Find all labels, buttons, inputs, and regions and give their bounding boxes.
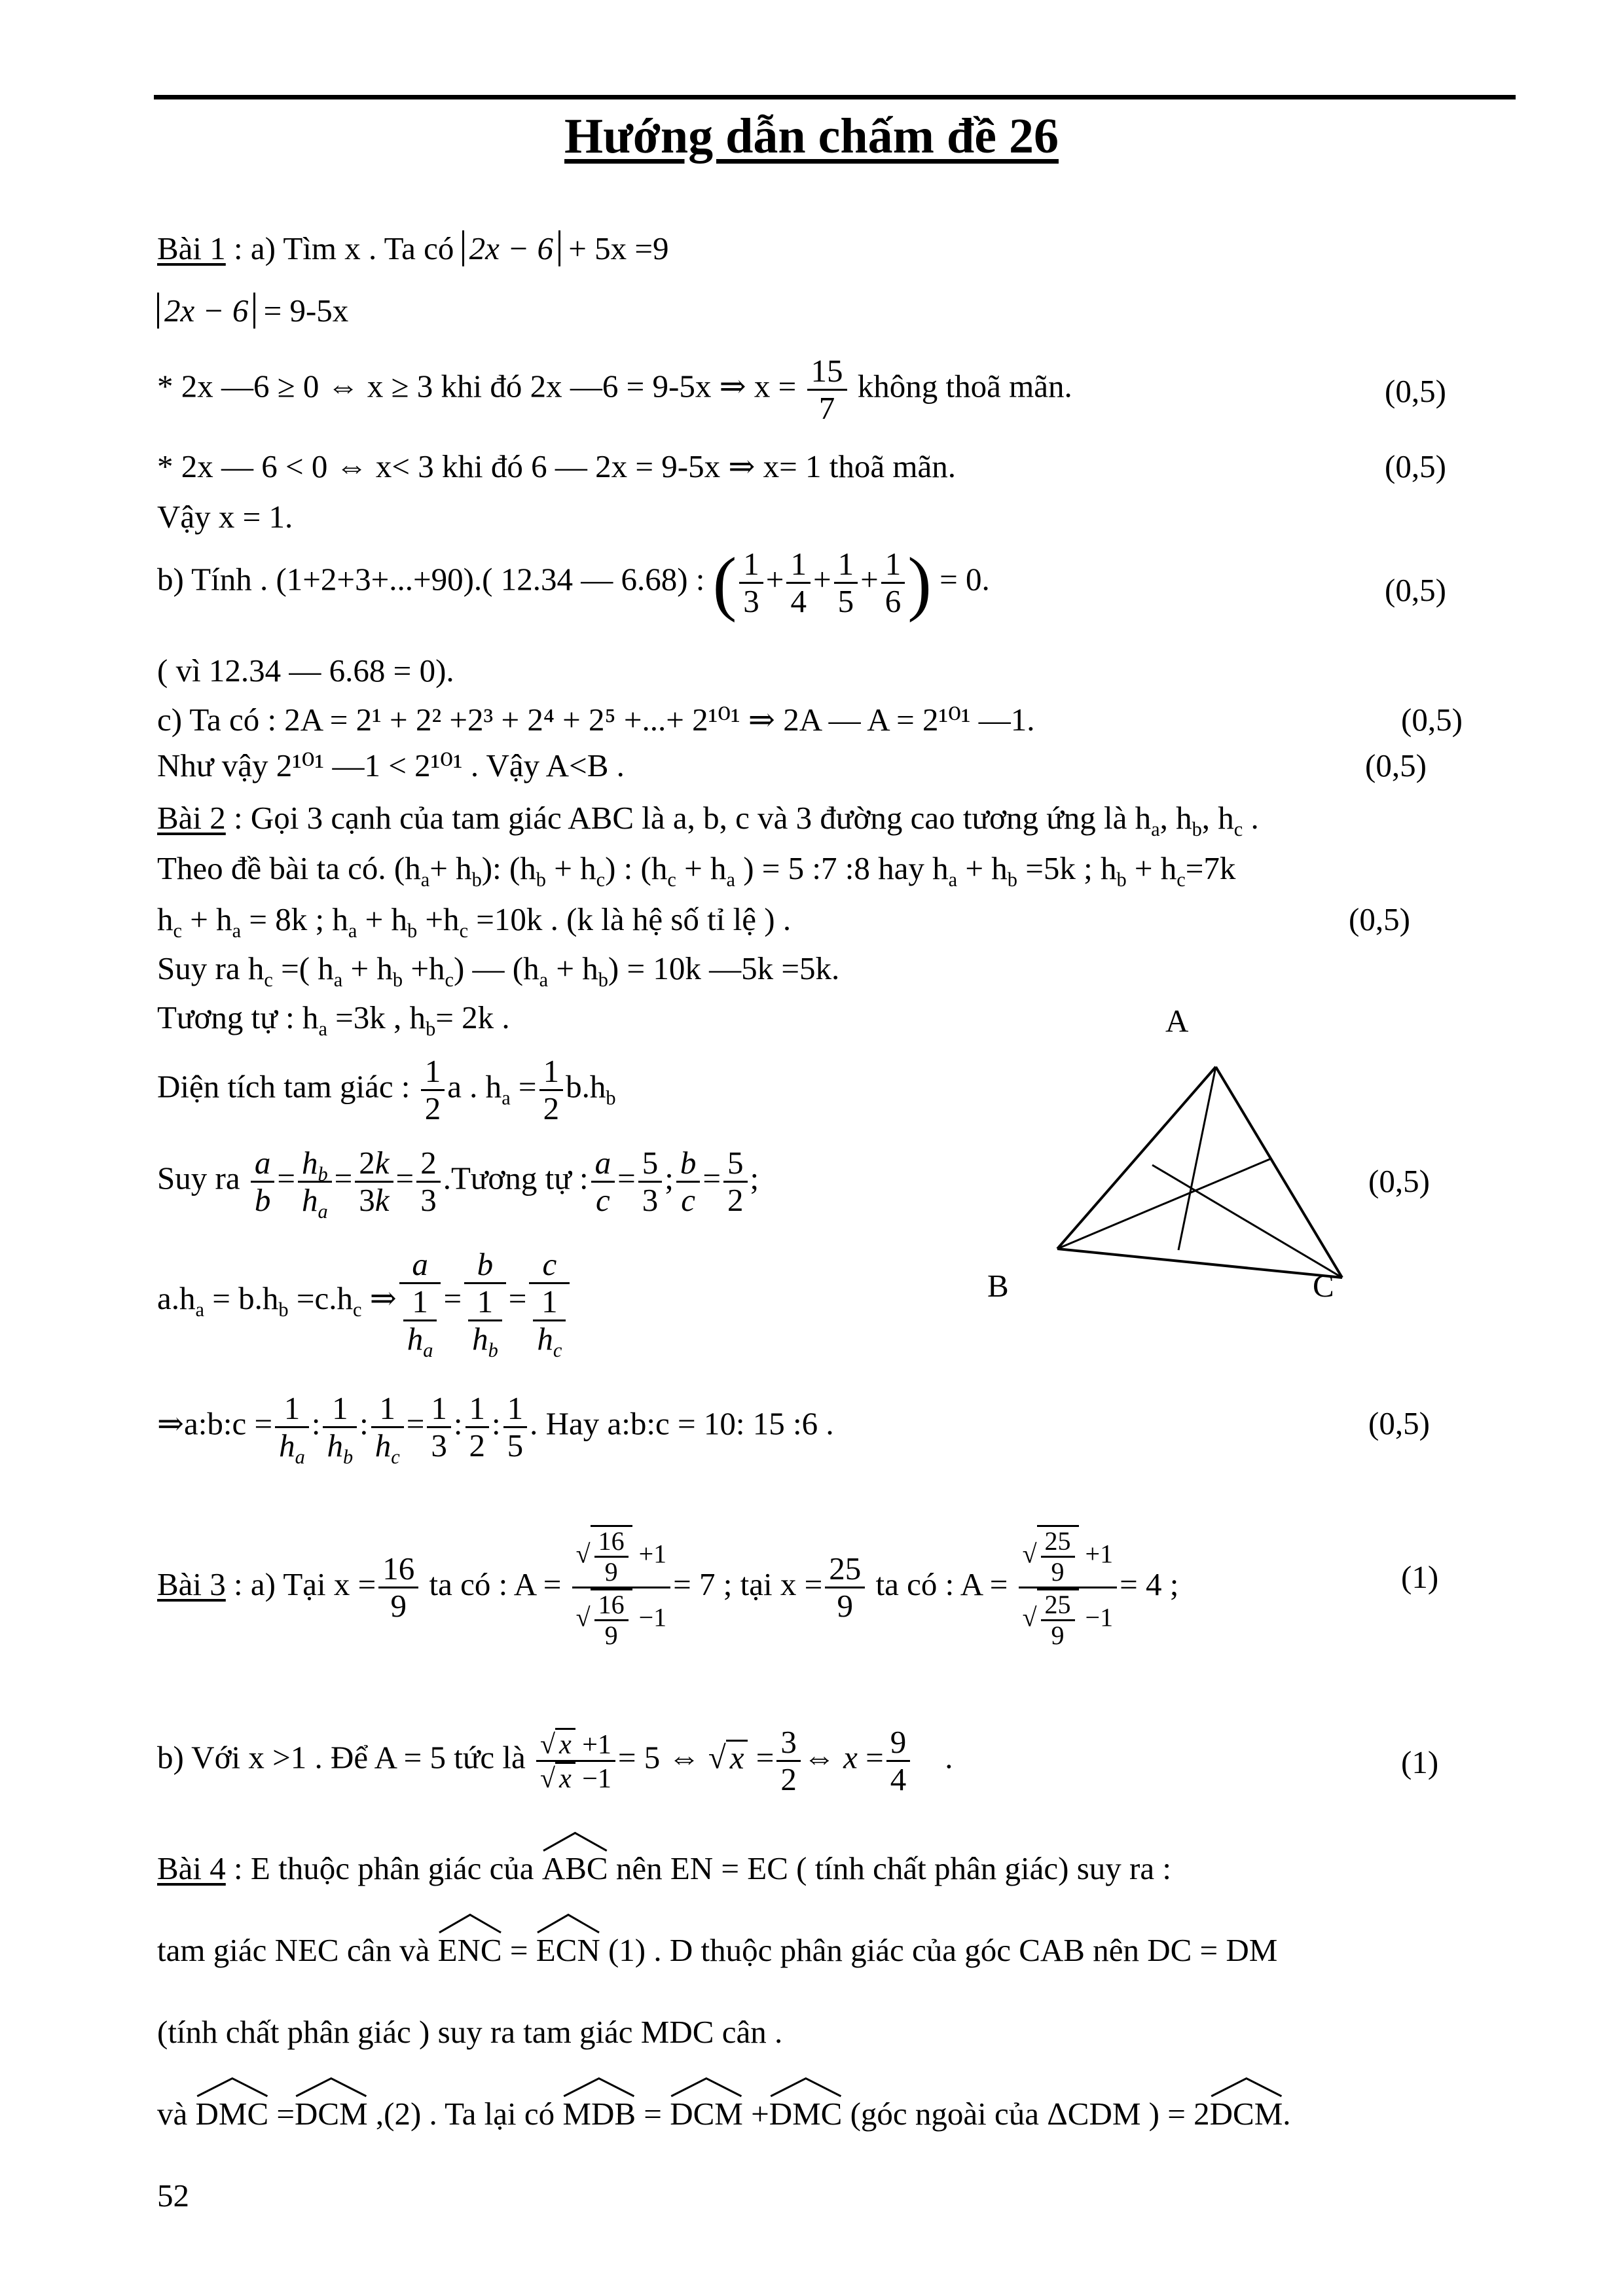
bai2-line4: Suy ra $h_c$ =( $h_a + h_b +h_c$) — $(h_a + h_b) = 10k$ —5k =5k. [157, 950, 840, 991]
angle-mdb: MDB [562, 2098, 636, 2130]
bai3-line-a: Bài 3 : a) Tại x = $\frac{16}{9}$ ta có : A = √ $\frac{16}{9}$ +1 √ $\frac{16}{9}$ −1 = 7 ; tại x = $\frac{25}{9}$ ta có : A = √ $\frac{25}{9}$ +1 √ $\frac{25}{9}$ −1 = 4 ; [157, 1526, 1179, 1650]
bai1-b: b) Tính . (1+2+3+...+90).( 12.34 — 6.68) : ( $\frac{1}{3}$ + $\frac{1}{4}$ + $\frac{1}{5}$ + $\frac{1}{6}$ ) = 0. [157, 543, 990, 623]
points-label: (0,5) [1385, 448, 1446, 484]
points-label: (0,5) [1385, 572, 1446, 608]
bai1-b-note: ( vì 12.34 — 6.68 = 0). [157, 653, 454, 689]
top-rule [154, 95, 1516, 99]
angle-dmc: DMC [196, 2098, 269, 2130]
angle-enc: ENC [438, 1934, 502, 1966]
angle-ecn: ECN [536, 1934, 600, 1966]
vertex-label-c: C [1313, 1268, 1334, 1304]
bai4-line2: tam giác NEC cân và ENC = ECN (1) . D thuộc phân giác của góc CAB nên DC = DM [157, 1934, 1277, 1966]
bai1-line-a: Bài 1 : a) Tìm x . Ta có 2x − 6 + 5x =9 [157, 230, 669, 266]
bai1-c: c) Ta có : 2A = 2¹ + 2² +2³ + 2⁴ + 2⁵ +...+ 2¹⁰¹ ⇒ 2A — A = 2¹⁰¹ —1. [157, 702, 1035, 738]
points-label: (1) [1401, 1744, 1439, 1780]
angle-dcm: DCM [670, 2098, 743, 2130]
triangle-figure [1021, 1021, 1375, 1296]
angle-abc: ABC [542, 1852, 608, 1884]
bai3-line-b: b) Với x >1 . Để A = 5 tức là $\frac{√ x +1}{√ x -1}$ = 5 ⇔ √ x = $\frac{3}{2}$ ⇔ x = $\frac{9}{4}$ . [157, 1724, 953, 1797]
bai1-line-a2: 2x − 6 = 9-5x [157, 295, 348, 327]
angle-dcm: DCM [1210, 2098, 1283, 2130]
bai1-label: Bài 1 [157, 230, 226, 266]
bai3-label: Bài 3 [157, 1566, 226, 1602]
vertex-label-a: A [1165, 1003, 1189, 1039]
bai2-line3: $h_c + h_a = 8k$ ; $h_a + h_b +h_c =10k$ . (k là hệ số tỉ lệ ) . [157, 901, 792, 942]
points-label: (0,5) [1365, 747, 1427, 783]
vertex-label-b: B [987, 1268, 1009, 1304]
angle-dmc: DMC [769, 2098, 843, 2130]
points-label: (0,5) [1385, 373, 1446, 409]
bai2-line2: Theo đề bài ta có. $(h_a+ h_b)$: $(h_b + h_c)$ : ($h_c + h_a$ ) = 5 :7 :8 hay $h_a + h_b =5k$ ; $h_b + h_c=7k$ [157, 850, 1236, 891]
abs-expression: 2x − 6 [462, 230, 560, 266]
bai1-case1: * 2x —6 ≥ 0 ⇔ x ≥ 3 khi đó 2x —6 = 9-5x ⇒ x = $\frac{15}{7}$ không thoã mãn. [157, 353, 1072, 426]
bai4-line1: Bài 4 : E thuộc phân giác của ABC nên EN = EC ( tính chất phân giác) suy ra : [157, 1852, 1171, 1884]
bai2-line9: ⇒a:b:c = $\frac{1}{h_a}$ : $\frac{1}{h_b}$ : $\frac{1}{h_c}$ = $\frac{1}{3}$ : $\frac{1}{2}$ : $\frac{1}{5}$ . Hay a:b:c = 10: 15 :6 . [157, 1390, 834, 1468]
bai4-line4: và DMC = DCM ,(2) . Ta lại có MDB = DCM + DMC (góc ngoài của ΔCDM ) = 2 DCM. [157, 2098, 1291, 2130]
bai1-conclusion: Vậy x = 1. [157, 499, 293, 535]
bai1-case2: * 2x — 6 < 0 ⇔ x< 3 khi đó 6 — 2x = 9-5x ⇒ x= 1 thoã mãn. [157, 448, 956, 484]
fraction-15-7: $\frac{15}{7}$ [807, 353, 847, 426]
bai2-line8: $a.h_a = b.h_b =c.h_c$ ⇒ $\frac{a}{\frac{1}{h_a}}$ = $\frac{b}{\frac{1}{h_b}}$ = $\frac{c}{\frac{1}{h_c}}$ [157, 1247, 572, 1357]
bai2-line7: Suy ra $\frac{a}{b}$ = $\frac{h_b}{h_a}$ = $\frac{2k}{3k}$ = $\frac{2}{3}$ .Tương tự : $\frac{a}{c}$ = $\frac{5}{3}$ ; $\frac{b}{c}$ = $\frac{5}{2}$ ; [157, 1145, 759, 1223]
points-label: (0,5) [1349, 901, 1410, 937]
bai2-label: Bài 2 [157, 800, 226, 836]
points-label: (1) [1401, 1559, 1439, 1595]
points-label: (0,5) [1401, 702, 1463, 738]
bai4-label: Bài 4 [157, 1850, 226, 1886]
page-title: Hướng dẫn chấm đề 26 [564, 109, 1059, 164]
bai4-line3: (tính chất phân giác ) suy ra tam giác MDC cân . [157, 2014, 783, 2050]
bai2-line6: Diện tích tam giác : $\frac{1}{2}$ a . $h_a$ = $\frac{1}{2}$ $b.h_b$ [157, 1053, 616, 1126]
angle-dcm: DCM [295, 2098, 368, 2130]
points-label: (0,5) [1368, 1163, 1430, 1199]
bai2-line5: Tương tự : $h_a =3k$ , $h_b= 2k$ . [157, 999, 510, 1040]
bai2-line1: Bài 2 : Gọi 3 cạnh của tam giác ABC là a, b, c và 3 đường cao tương ứng là $h_a$, $h_b$, $h_c$ . [157, 800, 1259, 840]
page-number: 52 [157, 2178, 189, 2214]
points-label: (0,5) [1368, 1405, 1430, 1441]
bai1-c2: Như vậy 2¹⁰¹ —1 < 2¹⁰¹ . Vậy A<B . [157, 747, 625, 783]
